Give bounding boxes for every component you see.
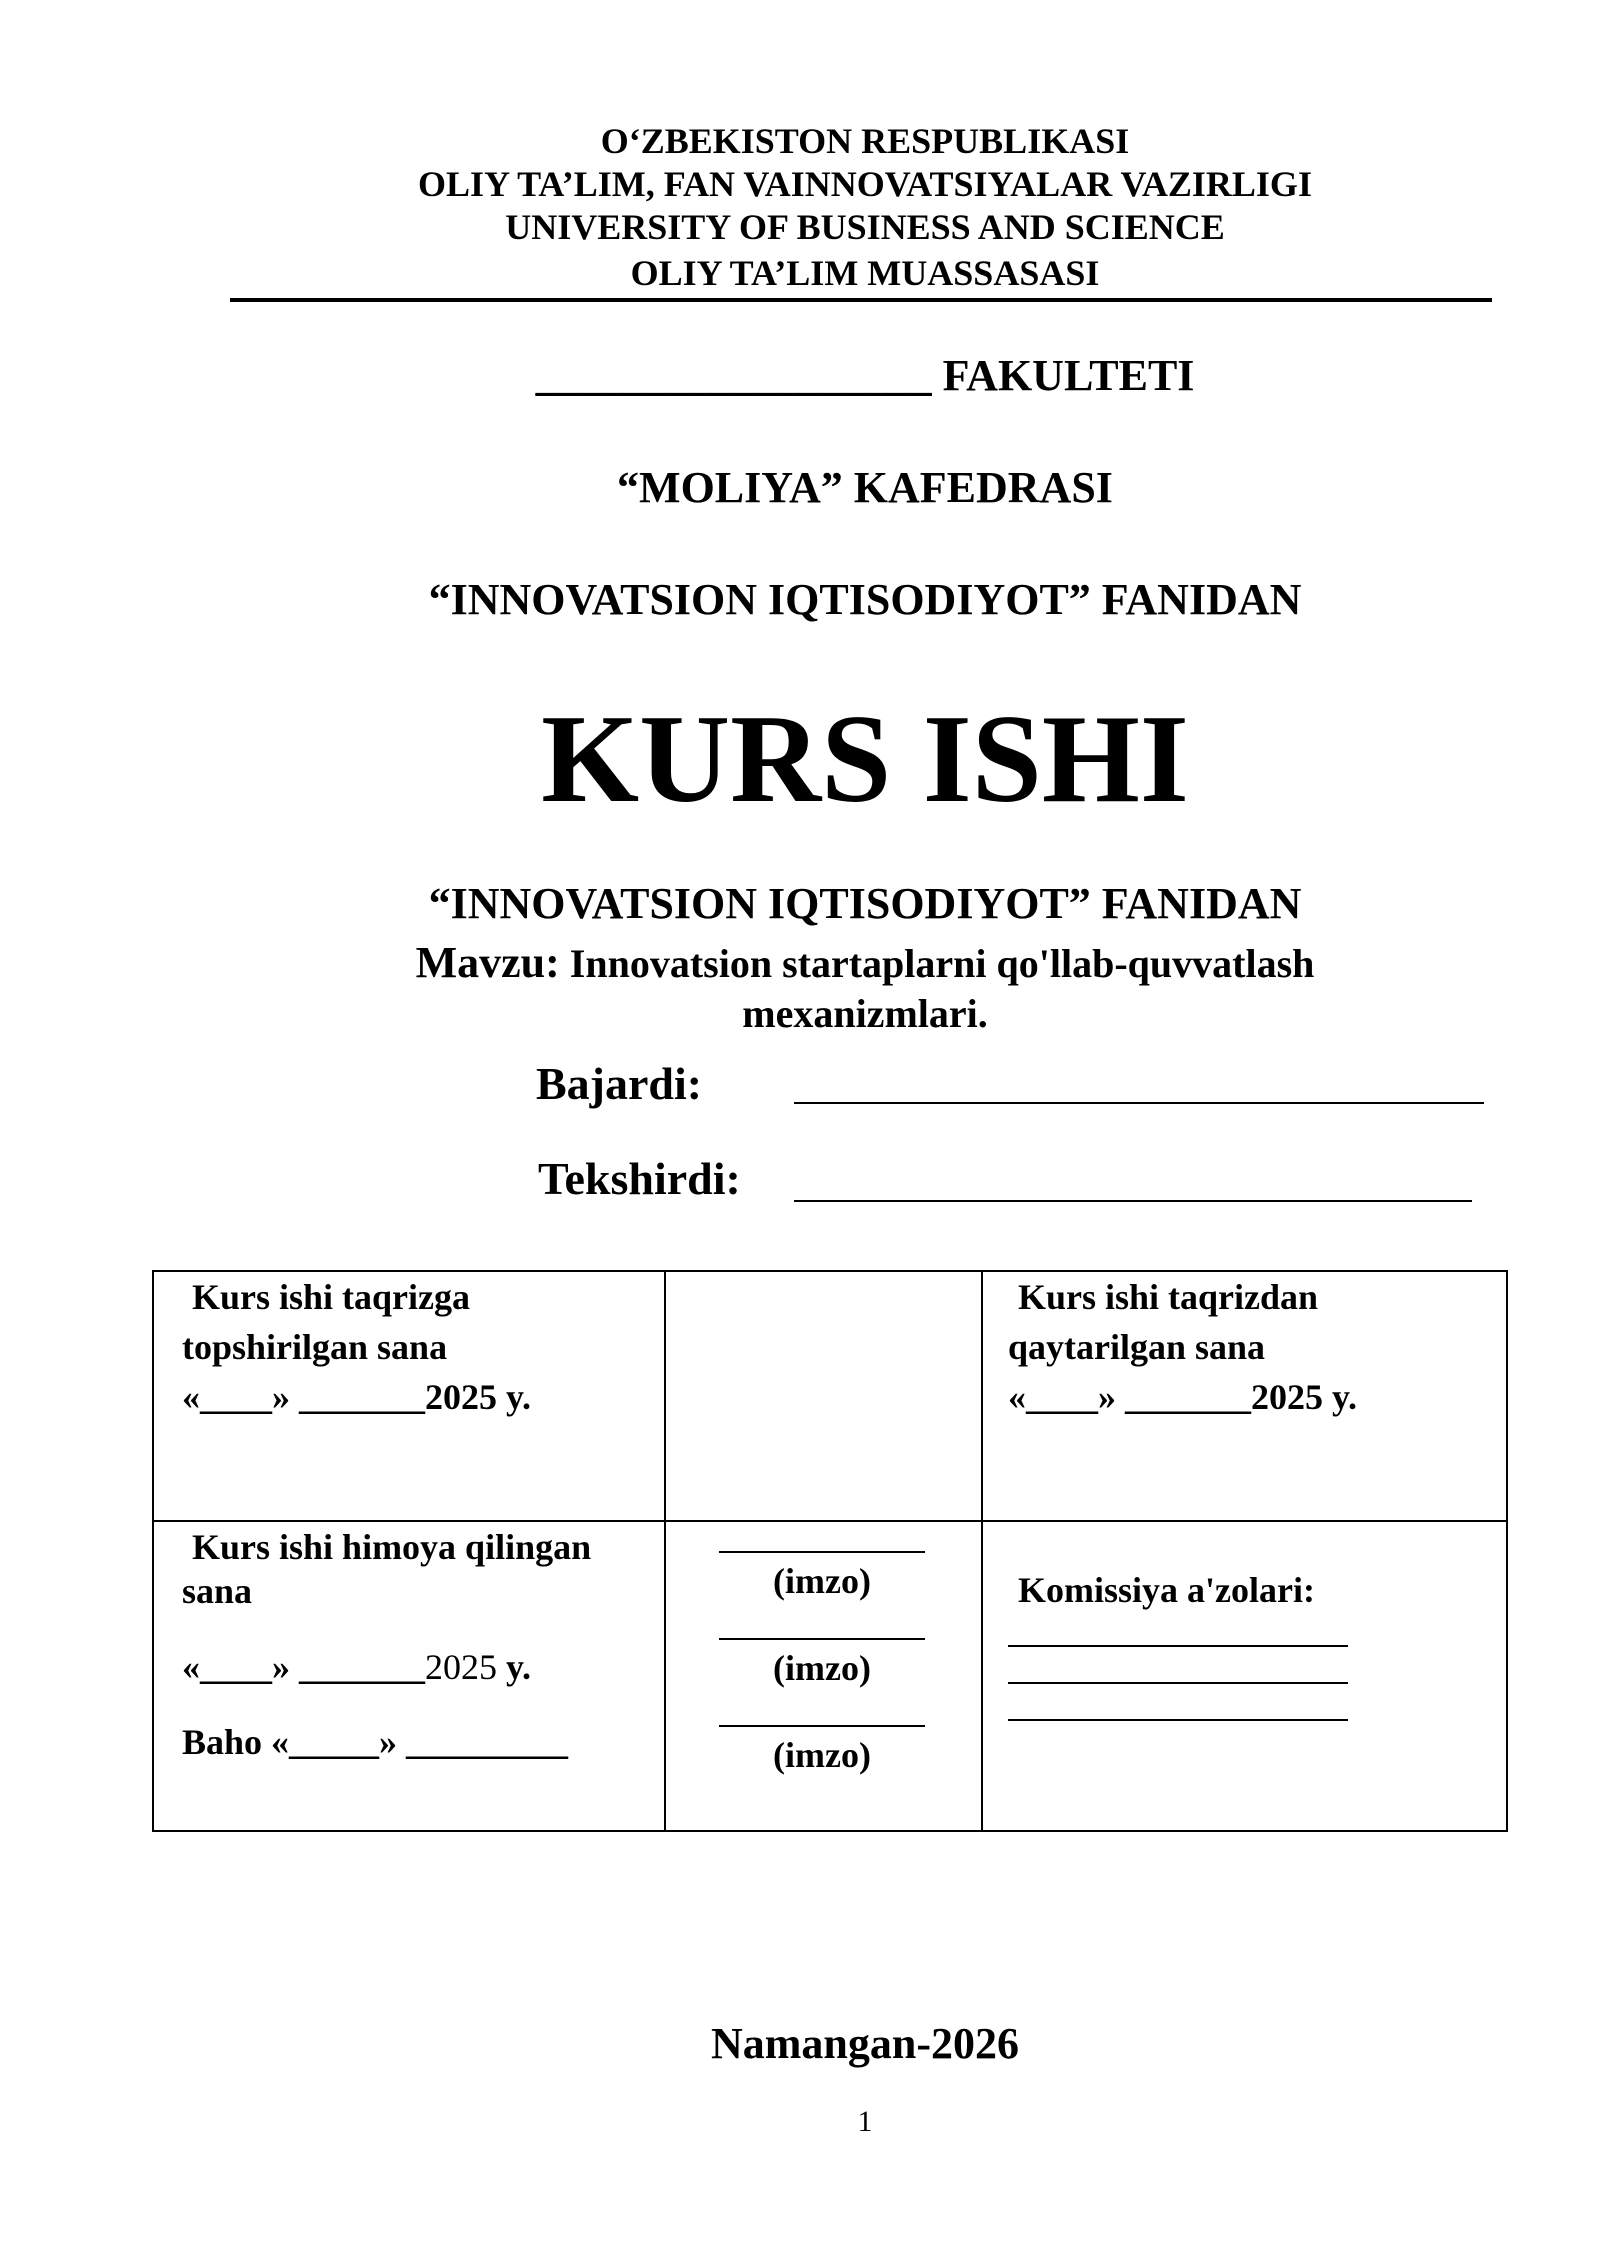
defended-date-prefix: «____» _______	[182, 1647, 425, 1687]
defended-date-year: 2025	[425, 1647, 497, 1687]
document-title: KURS ISHI	[541, 690, 1189, 829]
table-divider-vertical-2	[981, 1272, 983, 1830]
defended-label-line1: Kurs ishi himoya qilingan	[192, 1527, 592, 1567]
defended-date	[182, 1642, 531, 1692]
commission-member-line-3	[1008, 1719, 1348, 1721]
checked-by-label: Tekshirdi:	[538, 1153, 741, 1204]
commission-label: Komissiya a'zolari:	[1018, 1570, 1315, 1610]
performed-by-label: Bajardi:	[536, 1058, 703, 1109]
department-line: “MOLIYA” KAFEDRASI	[617, 463, 1113, 512]
city-year: Namangan-2026	[710, 2019, 1020, 2068]
defended-label-line2: sana	[182, 1571, 253, 1611]
submitted-date: «____» _______2025 y.	[182, 1377, 532, 1417]
performed-by-line	[794, 1102, 1484, 1104]
signature-label-2: (imzo)	[773, 1648, 871, 1688]
signature-rule-2	[719, 1638, 925, 1640]
ministry-country: O‘ZBEKISTON RESPUBLIKASI	[600, 121, 1130, 161]
table-divider-vertical-1	[664, 1272, 666, 1830]
submitted-label-line2: topshirilgan sana	[182, 1327, 448, 1367]
grade-line: Baho «_____» _________	[182, 1722, 569, 1762]
ministry-name: OLIY TA’LIM, FAN VAINNOVATSIYALAR VAZIRLIGI	[418, 164, 1312, 204]
signature-label-1: (imzo)	[773, 1561, 871, 1601]
returned-label-line1: Kurs ishi taqrizdan	[1018, 1277, 1319, 1317]
commission-member-line-1	[1008, 1645, 1348, 1647]
review-table	[152, 1270, 1508, 1832]
university-name: UNIVERSITY OF BUSINESS AND SCIENCE	[505, 207, 1225, 247]
signature-rule-3	[719, 1725, 925, 1727]
signature-label-3: (imzo)	[773, 1735, 871, 1775]
signature-slot-2	[717, 1638, 927, 1690]
topic-label: Mavzu:	[415, 938, 560, 987]
signature-slot-3	[717, 1725, 927, 1777]
defended-date-suffix: y.	[497, 1647, 532, 1687]
submitted-label-line1: Kurs ishi taqrizga	[192, 1277, 471, 1317]
signature-slot-1	[717, 1551, 927, 1603]
topic-line	[0, 937, 1600, 988]
institution-type: OLIY TA’LIM MUASSASASI	[630, 253, 1100, 293]
returned-date: «____» _______2025 y.	[1008, 1377, 1358, 1417]
page-number: 1	[857, 2105, 873, 2138]
commission-member-line-2	[1008, 1682, 1348, 1684]
header-divider	[230, 298, 1492, 302]
signature-rule-1	[719, 1551, 925, 1553]
returned-label-line2: qaytarilgan sana	[1008, 1327, 1266, 1367]
topic-text-line1: Innovatsion startaplarni qo'llab-quvvatlash	[569, 941, 1315, 986]
subject-line: “INNOVATSION IQTISODIYOT” FANIDAN	[428, 575, 1302, 624]
topic-text-line2: mexanizmlari.	[742, 991, 988, 1036]
faculty-line: __________________ FAKULTETI	[535, 351, 1195, 400]
subject-line-secondary: “INNOVATSION IQTISODIYOT” FANIDAN	[428, 879, 1302, 928]
checked-by-line	[794, 1200, 1472, 1202]
